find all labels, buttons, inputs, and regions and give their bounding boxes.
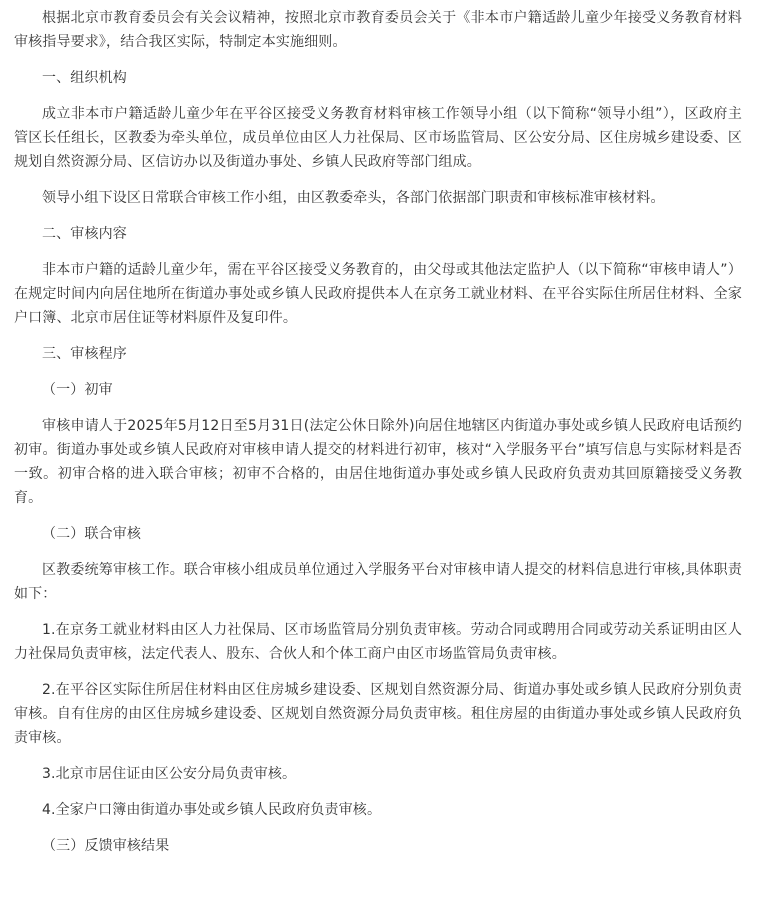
paragraph-leading-group: 成立非本市户籍适龄儿童少年在平谷区接受义务教育材料审核工作领导小组（以下简称“领导小组”），区政府主管区长任组长，区教委为牵头单位，成员单位由区人力社保局、区市场监管局、区公安分局、区住房城乡建设委、区规划自然资源分局、区信访办以及街道办事处、乡镇人民政府等部门组成。 [14, 106, 742, 170]
paragraph-review-content: 非本市户籍的适龄儿童少年，需在平谷区接受义务教育的，由父母或其他法定监护人（以下简称“审核申请人”）在规定时间内向居住地所在街道办事处或乡镇人民政府提供本人在京务工就业材料、在平谷实际住所居住材料、全家户口簿、北京市居住证等材料原件及复印件。 [14, 262, 742, 326]
intro-paragraph: 根据北京市教育委员会有关会议精神，按照北京市教育委员会关于《非本市户籍适龄儿童少年接受义务教育材料审核指导要求》，结合我区实际，特制定本实施细则。 [14, 10, 742, 50]
section-heading-organization: 一、组织机构 [42, 70, 127, 86]
paragraph-joint-review: 区教委统筹审核工作。联合审核小组成员单位通过入学服务平台对审核申请人提交的材料信息进行审核,具体职责如下： [14, 562, 742, 602]
subheading-feedback-results: （三）反馈审核结果 [42, 838, 170, 854]
section-heading-review-procedure: 三、审核程序 [42, 346, 127, 362]
subheading-joint-review: （二）联合审核 [42, 526, 142, 542]
list-item-residence-materials: 2.在平谷区实际住所居住材料由区住房城乡建设委、区规划自然资源分局、街道办事处或乡镇人民政府分别负责审核。自有住房的由区住房城乡建设委、区规划自然资源分局负责审核。租住房屋的由街道办事处或乡镇人民政府负责审核。 [14, 682, 742, 746]
list-item-residence-permit: 3.北京市居住证由区公安分局负责审核。 [42, 766, 297, 782]
subheading-preliminary-review: （一）初审 [42, 382, 113, 398]
list-item-household-register: 4.全家户口簿由街道办事处或乡镇人民政府负责审核。 [42, 802, 382, 818]
paragraph-preliminary-review: 审核申请人于2025年5月12日至5月31日(法定公休日除外)向居住地辖区内街道办事处或乡镇人民政府电话预约初审。街道办事处或乡镇人民政府对审核申请人提交的材料进行初审，核对“入学服务平台”填写信息与实际材料是否一致。初审合格的进入联合审核；初审不合格的，由居住地街道办事处或乡镇人民政府负责劝其回原籍接受义务教育。 [14, 418, 742, 506]
list-item-employment-materials: 1.在京务工就业材料由区人力社保局、区市场监管局分别负责审核。劳动合同或聘用合同或劳动关系证明由区人力社保局负责审核，法定代表人、股东、合伙人和个体工商户由区市场监管局负责审核。 [14, 622, 742, 662]
paragraph-working-group: 领导小组下设区日常联合审核工作小组，由区教委牵头，各部门依据部门职责和审核标准审核材料。 [42, 190, 665, 206]
section-heading-review-content: 二、审核内容 [42, 226, 127, 242]
document-body [14, 0, 742, 858]
